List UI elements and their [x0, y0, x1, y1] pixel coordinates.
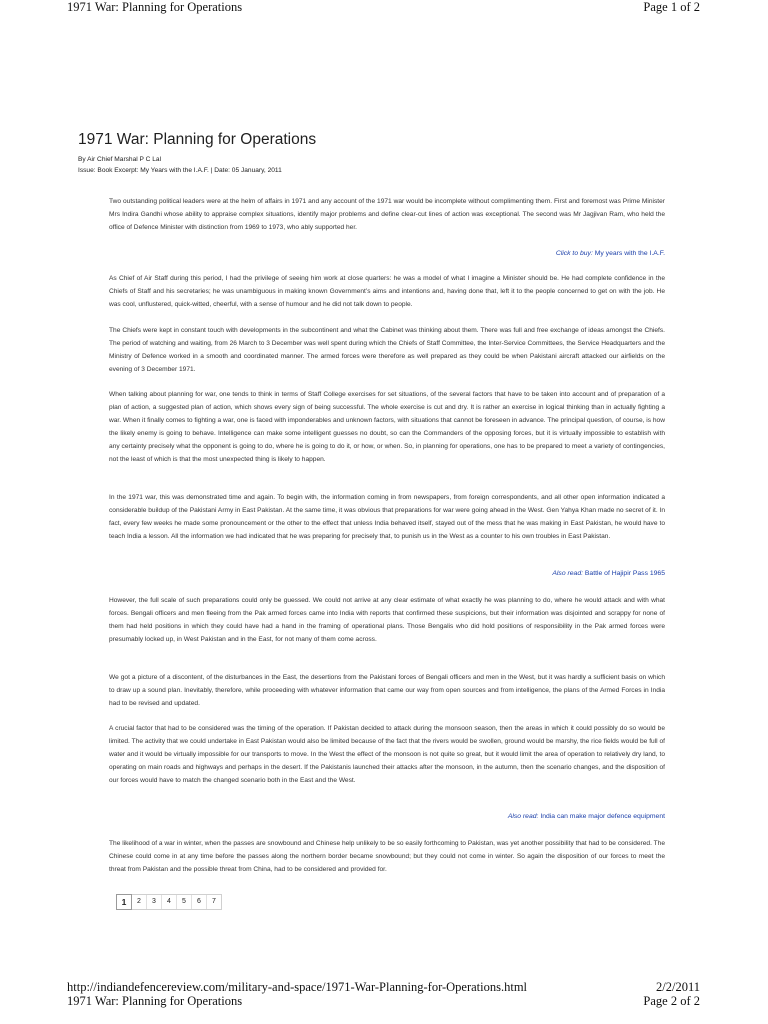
print-header — [0, 0, 768, 16]
page-link-3[interactable]: 3 — [147, 895, 162, 909]
page-link-1[interactable]: 1 — [116, 894, 132, 910]
print-footer-title: 1971 War: Planning for Operations — [67, 994, 243, 1008]
promo-also-read-hajipir[interactable] — [552, 569, 665, 579]
article-paragraph: When talking about planning for war, one tends to think in terms of Staff College exercises for set situations, of the several factors that have to be taken into account and of preparation of a plan of action, a suggested plan of action, which shows every sign of being successful. The whole exercise is cut and dry. It is rather an exercise in logical thinking than in actually fighting a war. When it finally comes to fighting a war, one is faced with imponderables and unknown factors, with situations that cannot be foreseen in advance. The principal question, of course, is how the likely enemy is going to behave. Intelligence can make some intelligent guesses no doubt, so can the Commanders of the opposing forces, but it is virtually impossible to establish with any certainty precisely what the opponent is going to do, where he is going to do it, or how, or when. So, in planning for operations, one has to be prepared to meet a variety of contingencies, not the least of which is that the most unexpected thing is likely to happen. — [109, 391, 665, 463]
promo-lead: Also read: — [552, 570, 583, 577]
page-link-2[interactable]: 2 — [132, 895, 147, 909]
page-link-4[interactable]: 4 — [162, 895, 177, 909]
article-paragraph: However, the full scale of such preparations could only be guessed. We could not arrive at any clear estimate of what exactly he was planning to do, where he would attack and with what forces. Bengali officers and men fleeing from the Pak armed forces came into India with reports that confirmed these suspicions, but their information was disjointed and scrappy for none of them had held positions in which they could have had a hand in the framing of operational plans. Those Bengalis who did hold positions of responsibility in the Pak armed forces were presumably locked up, in West Pakistan and in the East, for not many of them come across. — [109, 597, 665, 643]
article-paragraph: A crucial factor that had to be considered was the timing of the operation. If Pakistan decided to attack during the monsoon season, then the areas in which it could possibly do so would be limited. The activity that we could undertake in East Pakistan would also be limited because of the fact that the rivers would be swollen, ground would be marshy, the rice fields would be full of water and it would be virtually impossible for our transports to move. In the West the effect of the monsoon is not quite so great, but it would limit the area of operation to relatively dry land, to operating on main roads and highways and perhaps in the desert. If the Pakistanis launched their attacks after the monsoon, in the autumn, then the scenario changes, and the disposition of our forces would have to match the changed scenario both in the East and the West. — [109, 725, 665, 784]
print-header-title: 1971 War: Planning for Operations — [67, 0, 243, 14]
promo-lead: Also read: — [507, 813, 539, 820]
page-link-5[interactable]: 5 — [177, 895, 192, 909]
article-paragraph: Two outstanding political leaders were at the helm of affairs in 1971 and any account of the 1971 war would be incomplete without complimenting them. First and foremost was Prime Minister Mrs Indira Gandhi whose ability to appraise complex situations, identify major problems and define clear-cut lines of action was exceptional. The second was Mr Jagjivan Ram, who held the office of Defence Minister with distinction from 1969 to 1973, who ably supported her. — [109, 198, 665, 231]
print-footer-date: 2/2/2011 — [656, 980, 700, 994]
print-footer-page: Page 2 of 2 — [643, 994, 700, 1008]
promo-lead: Click to buy: — [555, 250, 593, 257]
article-title: 1971 War: Planning for Operations — [78, 131, 317, 148]
article-paragraph: The Chiefs were kept in constant touch with developments in the subcontinent and what the Cabinet was thinking about them. There was full and free exchange of ideas amongst the Chiefs. The period of watching and waiting, from 26 March to 3 December was well spent during which the Chiefs of Staff Committee, the Inter-Service Committees, the Service Headquarters and the Ministry of Defence worked in a smooth and coordinated manner. The armed forces were therefore as well prepared as they could be when Pakistani aircraft attacked our airfields on the evening of 3 December 1971. — [109, 327, 665, 373]
print-footer — [0, 980, 768, 1024]
pagination — [116, 894, 222, 910]
page-link-6[interactable]: 6 — [192, 895, 207, 909]
page-link-7[interactable]: 7 — [212, 898, 216, 905]
promo-link-hajipir[interactable]: Battle of Hajipir Pass 1965 — [584, 570, 665, 577]
promo-buy-book[interactable] — [556, 249, 665, 259]
article-paragraph: The likelihood of a war in winter, when the passes are snowbound and Chinese help unlikely to be so easily forthcoming to Pakistan, was yet another possibility that had to be considered. The Chinese could come in at any time before the passes along the northern border became snowbound; but they could not come in winter. So again the disposition of our forces to meet the threat from Pakistan and the possible threat from China, had to be considered and provided for. — [109, 840, 665, 873]
promo-link-buy-book[interactable]: My years with the I.A.F. — [594, 250, 665, 257]
article-paragraph: As Chief of Air Staff during this period, I had the privilege of seeing him work at close quarters: he was a model of what I imagine a Minister should be. He had complete confidence in the Chiefs of Staff and his secretaries; he was unambiguous in making known Government’s aims and intentions and, having done that, left it to the people concerned to get on with the job. He was cool, unflustered, quick-witted, cheerful, with a sense of humour and he did not talk down to people. — [109, 275, 665, 308]
article-paragraph: In the 1971 war, this was demonstrated time and again. To begin with, the information coming in from newspapers, from foreign correspondents, and all other open information indicated a considerable buildup of the Pakistani Army in East Pakistan. At the same time, it was obvious that preparations for war were going ahead in the West. Gen Yahya Khan made no secret of it. In fact, every few weeks he made some pronouncement or the other to the effect that unless India behaved itself, stayed out of the mess that he was making in East Pakistan, he would have to teach India a lesson. All the information we had indicated that he was preparing for precisely that, to punish us in the West as a counter to his own troubles in East Pakistan. — [109, 494, 665, 540]
promo-also-read-defence-equipment[interactable] — [508, 812, 665, 822]
print-footer-url: http://indiandefencereview.com/military-and-space/1971-War-Planning-for-Operations.html — [67, 980, 528, 994]
print-header-page: Page 1 of 2 — [643, 0, 700, 14]
article-byline: By Air Chief Marshal P C Lal — [78, 156, 162, 163]
promo-link-defence-equipment[interactable]: India can make major defence equipment — [540, 813, 665, 820]
article-issue-line: Issue: Book Excerpt: My Years with the I.A.F. | Date: 05 January, 2011 — [78, 167, 282, 174]
article-paragraph: We got a picture of a discontent, of the disturbances in the East, the desertions from the Pakistani forces of Bengali officers and men in the West, but it was hardly a sufficient basis on which to draw up a sound plan. Inevitably, therefore, while proceeding with whatever information that came our way from open sources and from intelligence, the plans of the Armed Forces in India had to be revised and updated. — [109, 674, 665, 707]
